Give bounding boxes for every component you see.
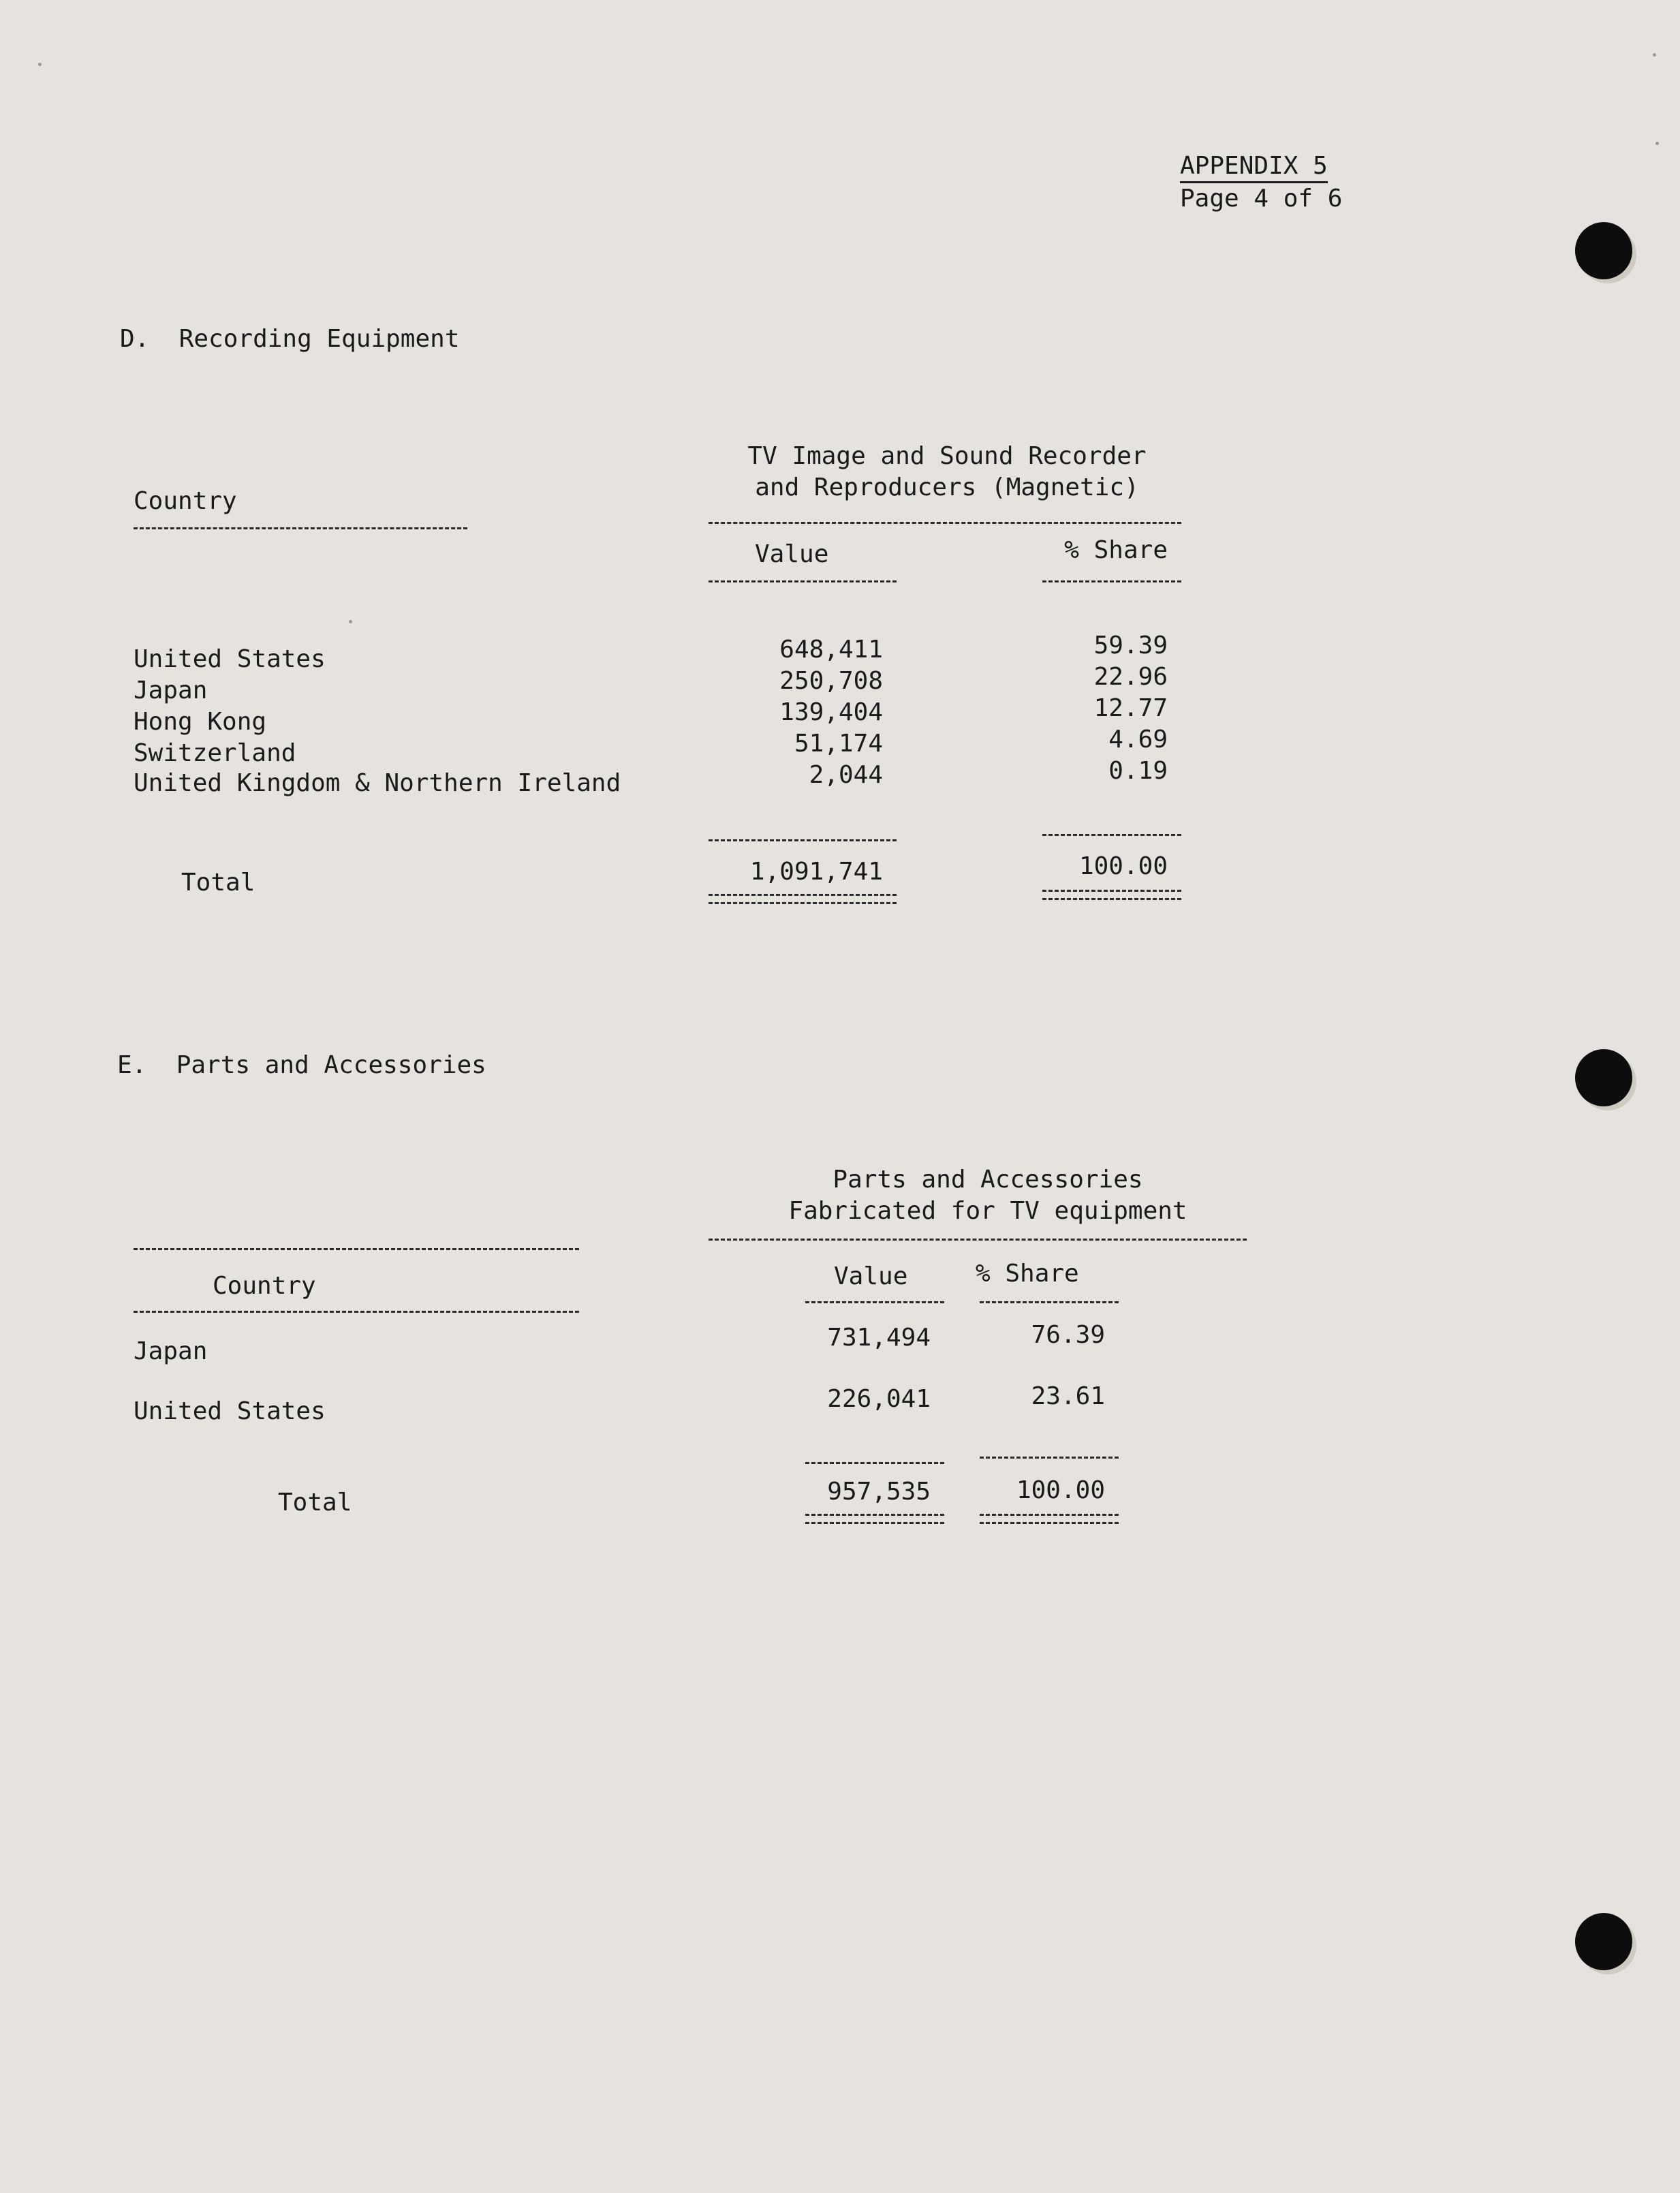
section-e-share-rule	[980, 1301, 1119, 1303]
table-row-value: 731,494	[827, 1324, 931, 1352]
table-row-share: 76.39	[1031, 1321, 1105, 1349]
table-row-share: 22.96	[1093, 663, 1168, 691]
table-row-value: 51,174	[794, 730, 883, 758]
table-row-share: 0.19	[1108, 757, 1168, 785]
table-row-country: United States	[134, 645, 326, 673]
table-row-country: United States	[134, 1397, 326, 1425]
section-d-total-rule-value	[709, 839, 897, 841]
section-d-share-header: % Share	[1064, 536, 1168, 564]
section-d-table-title-line2: and Reproducers (Magnetic)	[755, 473, 1139, 501]
section-e-total-label: Total	[278, 1489, 352, 1517]
section-d-title-rule	[709, 522, 1181, 524]
section-d-total-label: Total	[181, 869, 255, 897]
section-e-table-title-line1: Parts and Accessories	[833, 1166, 1143, 1194]
table-row-country: Japan	[134, 676, 208, 704]
speck	[349, 620, 352, 623]
binder-hole-top	[1575, 222, 1632, 279]
binder-hole-middle	[1575, 1049, 1632, 1106]
section-d-country-header: Country	[134, 487, 237, 515]
speck	[1655, 142, 1659, 145]
table-row-value: 2,044	[809, 761, 883, 789]
section-e-total-rule-share	[980, 1457, 1119, 1459]
section-d-table-title-line1: TV Image and Sound Recorder	[747, 442, 1147, 470]
section-d-share-rule	[1042, 580, 1181, 582]
table-row-value: 250,708	[779, 667, 883, 695]
table-row-share: 23.61	[1031, 1382, 1105, 1410]
section-d-total-double-rule-value	[709, 894, 897, 904]
section-d-total-rule-share	[1042, 834, 1181, 836]
speck	[38, 63, 42, 66]
section-e-country-top-rule	[134, 1248, 579, 1250]
table-row-country: Japan	[134, 1337, 208, 1365]
section-d-heading: D. Recording Equipment	[120, 325, 460, 353]
section-d-value-rule	[709, 580, 897, 582]
section-e-total-double-rule-value	[805, 1514, 944, 1524]
table-row-share: 12.77	[1093, 694, 1168, 722]
table-row-country: United Kingdom & Northern Ireland	[134, 769, 621, 797]
table-row-value: 226,041	[827, 1385, 931, 1413]
section-e-total-double-rule-share	[980, 1514, 1119, 1524]
section-e-value-header: Value	[834, 1262, 908, 1290]
section-d-value-header: Value	[755, 540, 829, 568]
section-e-country-bottom-rule	[134, 1311, 579, 1313]
binder-hole-bottom	[1575, 1913, 1632, 1970]
section-e-title-rule	[709, 1239, 1247, 1241]
section-d-total-value: 1,091,741	[749, 858, 883, 886]
section-d-total-share: 100.00	[1078, 852, 1168, 880]
table-row-country: Switzerland	[134, 739, 296, 767]
section-d-total-double-rule-share	[1042, 890, 1181, 900]
section-e-country-header: Country	[213, 1272, 316, 1300]
section-e-heading: E. Parts and Accessories	[117, 1051, 486, 1079]
table-row-value: 139,404	[779, 698, 883, 726]
page-number: Page 4 of 6	[1180, 185, 1343, 213]
table-row-value: 648,411	[779, 636, 883, 664]
table-row-share: 59.39	[1093, 632, 1168, 659]
appendix-label: APPENDIX 5	[1180, 151, 1328, 183]
section-e-table-title-line2: Fabricated for TV equipment	[788, 1197, 1187, 1225]
section-e-total-share: 100.00	[1016, 1476, 1105, 1504]
table-row-country: Hong Kong	[134, 708, 267, 736]
section-e-total-rule-value	[805, 1462, 944, 1464]
section-d-country-rule	[134, 527, 467, 529]
section-e-total-value: 957,535	[827, 1478, 931, 1506]
speck	[1653, 53, 1656, 57]
section-e-share-header: % Share	[976, 1260, 1079, 1288]
section-e-value-rule	[805, 1301, 944, 1303]
table-row-share: 4.69	[1108, 726, 1168, 753]
